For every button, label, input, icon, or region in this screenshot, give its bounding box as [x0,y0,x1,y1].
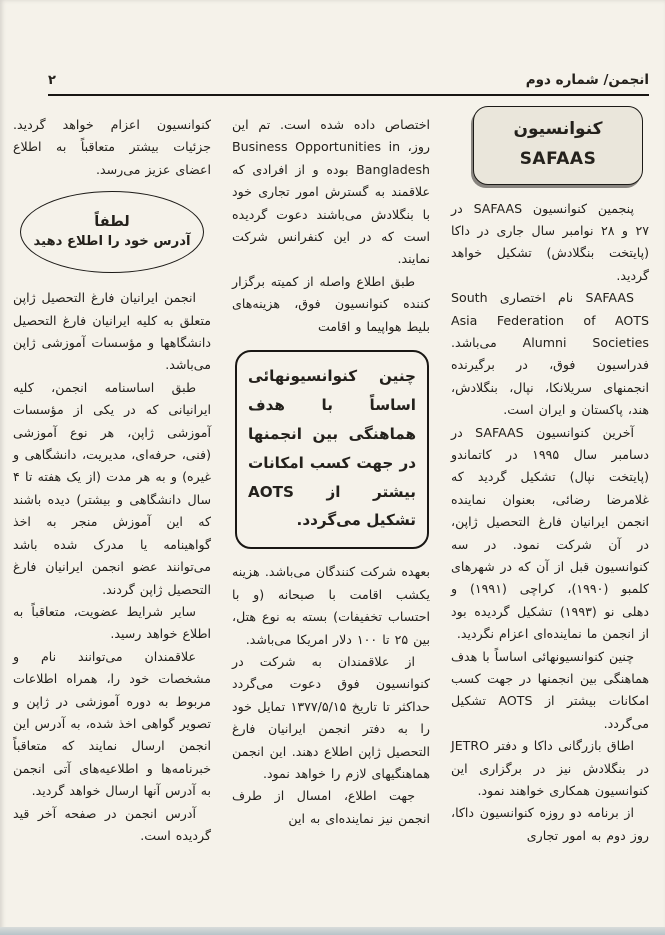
paragraph: علاقمندان می‌توانند نام و مشخصات خود را، همراه اطلاعات مربوط به دوره آموزشی در ژاپن و تصویر گواهی اخذ شده، به آدرس این انجمن ارسال نمایند که متعاقباً خبرنامه‌ها و اطلاعیه‌های آتی انجمن به آدرس آنها ارسال خواهد گردید. [13,648,211,799]
content-columns [13,100,649,921]
aots-callout-box: چنین کنوانسیونهائی اساساً با هدف هماهنگی بین انجمنها در جهت کسب امکانات بیشتر از AOTS تشکیل می‌گردد. [235,350,429,549]
paragraph: بعهده شرکت کنندگان می‌باشد. هزینه یکشب اقامت با صبحانه (و با احتساب تخفیفات) بسته به نوع هتل، بین ۲۵ تا ۱۰۰ دلار امریکا می‌باشد. [232,564,430,647]
paragraph: کنوانسیون اعزام خواهد گردید. جزئیات بیشتر متعاقباً به اطلاع اعضای عزیز می‌رسد. [13,117,211,177]
paragraph: طبق اساسنامه انجمن، کلیه ایرانیانی که در یکی از مؤسسات آموزشی ژاپن، هر نوع آموزشی (فنی، حرفه‌ای، مدیریت، دانشگاهی و غیره) و به هر مدت (از یک هفته تا ۴ سال دانشگاهی و بیشتر) دیده باشند که این آموزش منجر به اخذ گواهینامه یا مدرک شده باشد می‌توانند عضو انجمن ایرانیان فارغ التحصیل ژاپن گردند. [13,379,211,597]
paragraph: از برنامه دو روزه کنوانسیون داکا، روز دوم به امور تجاری [451,805,649,843]
paragraph: آخرین کنوانسیون SAFAAS در دسامبر سال ۱۹۹۵ در کاتماندو (پایتخت نپال) تشکیل گردید که غلامرضا رضائی، بعنوان نماینده انجمن ایرانیان فارغ التحصیل ژاپن، در آن شرکت نمود. در سه کنوانسیون قبل از آن که در شهرهای کلمبو (۱۹۹۰)، کراچی (۱۹۹۱) و دهلی نو (۱۹۹۳) تشکیل گردیده بود از انجمن ما نماینده‌ای اعزام نگردید. [451,424,650,642]
paragraph: سایر شرایط عضویت، متعاقباً به اطلاع خواهد رسید. [13,603,211,642]
paragraph: اختصاص داده شده است. تم این روز، Business Opportunities in Bangladesh بوده و از افرادی که علاقمند به گسترش امور تجاری خود با بنگلادش می‌باشند دعوت گردیده است که در این کنفرانس شرکت نمایند. [232,117,430,267]
paragraph: SAFAAS نام اختصاری South Asia Federation of AOTS Alumni Societies می‌باشد. فدراسیون فوق، در برگیرنده انجمنهای سریلانکا، نپال، بنگلادش، هند، پاکستان و ایران است. [451,290,649,418]
paragraph: آدرس انجمن در صفحه آخر قید گردیده است. [13,805,211,843]
column-left [13,100,211,921]
page-header [48,52,649,96]
column-right [451,100,649,921]
address-notice-oval [20,191,204,273]
paragraph: طبق اطلاع واصله از کمیته برگزار کننده کنوانسیون فوق، هزینه‌های بلیط هواپیما و اقامت [232,273,430,334]
paragraph: از علاقمندان به شرکت در کنوانسیون فوق دعوت می‌گردد حداکثر تا تاریخ ۱۳۷۷/۵/۱۵ تمایل خود را به دفتر انجمن ایرانیان فارغ التحصیل ژاپن اطلاع دهند. این انجمن هماهنگیهای لازم را خواهد نمود. [232,653,430,781]
safaas-convention-heading: کنوانسیون SAFAAS [473,106,643,185]
column-middle [232,100,430,921]
paragraph: جهت اطلاع، امسال از طرف انجمن نیز نماینده‌ای به این [232,788,430,826]
paragraph: اطاق بازرگانی داکا و دفتر JETRO در بنگلادش نیز در برگزاری این کنوانسیون همکاری خواهند نمود. [451,738,649,799]
header-title: انجمن/ شماره دوم [525,72,649,88]
paragraph: پنجمین کنوانسیون SAFAAS در ۲۷ و ۲۸ نوامبر سال جاری در داکا (پایتخت بنگلادش) تشکیل خواهد گردید. [451,200,649,283]
paragraph: چنین کنوانسیونهائی اساساً با هدف هماهنگی بین انجمنها در جهت کسب امکانات بیشتر از AOTS تشکیل می‌گردد. [451,648,649,731]
scan-edge-artifact [0,927,665,935]
oval-note-line1: لطفاً [94,213,130,230]
paragraph: انجمن ایرانیان فارغ التحصیل ژاپن متعلق به کلیه ایرانیان فارغ التحصیل دانشگاهها و مؤسسات آموزشی ژاپن می‌باشد. [13,290,211,373]
page-number: ۲ [48,73,56,88]
oval-note-line2: آدرس خود را اطلاع دهید [33,233,191,249]
